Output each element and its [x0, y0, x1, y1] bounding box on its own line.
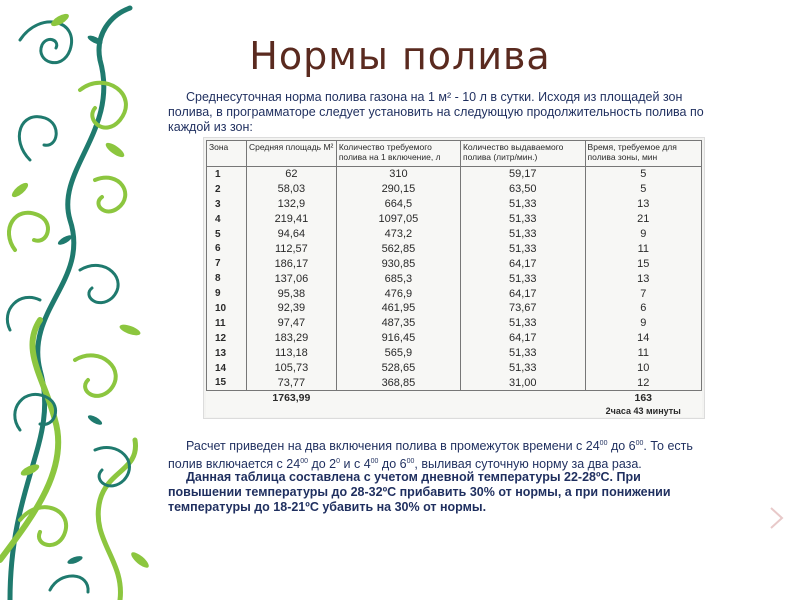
cell-zone: 1 — [207, 167, 247, 182]
intro-paragraph — [168, 90, 728, 135]
cell-zone: 11 — [207, 316, 247, 331]
cell-area: 92,39 — [246, 301, 336, 316]
table-row — [207, 301, 702, 316]
cell-time: 13 — [585, 197, 701, 212]
cell-zone: 3 — [207, 197, 247, 212]
table-row — [207, 375, 702, 390]
calculation-paragraph — [168, 436, 728, 472]
cell-area: 113,18 — [246, 346, 336, 361]
calc-sup: 0 — [336, 458, 341, 466]
calc-text: . То есть полив включается с 24 — [168, 439, 693, 472]
cell-area: 95,38 — [246, 286, 336, 301]
cell-volume: 368,85 — [336, 375, 460, 390]
cell-area: 62 — [246, 167, 336, 182]
header-area: Средняя площадь М² — [246, 141, 336, 167]
table-row — [207, 241, 702, 256]
cell-area: 58,03 — [246, 182, 336, 197]
cell-zone: 15 — [207, 375, 247, 390]
cell-flow: 51,33 — [460, 316, 585, 331]
cell-area: 183,29 — [246, 331, 336, 346]
header-time: Время, требуемое для полива зоны, мин — [585, 141, 701, 167]
cell-volume: 528,65 — [336, 361, 460, 376]
table-row — [207, 227, 702, 242]
cell-flow: 51,33 — [460, 241, 585, 256]
cell-volume: 473,2 — [336, 227, 460, 242]
calc-sup: 00 — [300, 458, 308, 466]
cell-volume: 916,45 — [336, 331, 460, 346]
cell-flow: 59,17 — [460, 167, 585, 182]
calc-sup: 00 — [635, 440, 644, 447]
cell-time: 13 — [585, 271, 701, 286]
cell-time: 6 — [585, 301, 701, 316]
totals-row — [207, 391, 702, 406]
cell-zone: 5 — [207, 227, 247, 242]
table-row — [207, 212, 702, 227]
calc-sup: 00 — [370, 458, 379, 466]
note-text: Данная таблица составлена с учетом дневной температуры 22-28ºС. При повышении температуры до 28-32ºС прибавить 30% от нормы, а при понижении температуры до 18-21ºС убавить на 30% от нормы. — [168, 470, 671, 514]
cell-zone: 14 — [207, 361, 247, 376]
cell-flow: 51,33 — [460, 271, 585, 286]
temperature-note — [168, 470, 708, 515]
cell-area: 105,73 — [246, 361, 336, 376]
cell-zone: 10 — [207, 301, 247, 316]
cell-flow: 64,17 — [460, 286, 585, 301]
cell-zone: 13 — [207, 346, 247, 361]
cell-time: 5 — [585, 167, 701, 182]
table-row — [207, 361, 702, 376]
cell-flow: 51,33 — [460, 361, 585, 376]
table-row — [207, 197, 702, 212]
calc-text: Расчет приведен на два включения полива в промежуток времени с 24 — [186, 439, 600, 454]
cell-flow: 51,33 — [460, 346, 585, 361]
table-row — [207, 286, 702, 301]
cell-volume: 476,9 — [336, 286, 460, 301]
table-header-row — [207, 141, 702, 167]
cell-flow: 31,00 — [460, 375, 585, 390]
cell-area: 219,41 — [246, 212, 336, 227]
cell-flow: 51,33 — [460, 212, 585, 227]
cell-area: 94,64 — [246, 227, 336, 242]
table-row — [207, 316, 702, 331]
cell-flow: 64,17 — [460, 331, 585, 346]
cell-zone: 7 — [207, 256, 247, 271]
cell-zone: 6 — [207, 241, 247, 256]
cell-time: 21 — [585, 212, 701, 227]
cell-time: 9 — [585, 316, 701, 331]
cell-area: 73,77 — [246, 375, 336, 390]
cell-zone: 8 — [207, 271, 247, 286]
play-arrow-icon[interactable] — [766, 504, 786, 532]
cell-zone: 4 — [207, 212, 247, 227]
total-area: 1763,99 — [272, 392, 311, 405]
table-row — [207, 256, 702, 271]
watering-table-scan — [204, 138, 704, 418]
total-minutes: 163 — [634, 392, 653, 405]
cell-flow: 51,33 — [460, 197, 585, 212]
cell-area: 186,17 — [246, 256, 336, 271]
watering-table — [206, 140, 702, 417]
cell-volume: 1097,05 — [336, 212, 460, 227]
total-time-row — [207, 405, 702, 417]
cell-zone: 2 — [207, 182, 247, 197]
cell-volume: 290,15 — [336, 182, 460, 197]
calc-sup: 00 — [406, 458, 415, 466]
table-row — [207, 182, 702, 197]
cell-time: 15 — [585, 256, 701, 271]
cell-area: 97,47 — [246, 316, 336, 331]
header-flow: Количество выдаваемого полива (литр/мин.) — [460, 141, 585, 167]
calc-text: и с 4 — [340, 457, 371, 472]
cell-volume: 310 — [336, 167, 460, 182]
cell-flow: 63,50 — [460, 182, 585, 197]
cell-area: 132,9 — [246, 197, 336, 212]
cell-time: 11 — [585, 241, 701, 256]
calc-sup: 00 — [599, 440, 608, 447]
table-row — [207, 346, 702, 361]
cell-volume: 565,9 — [336, 346, 460, 361]
cell-flow: 73,67 — [460, 301, 585, 316]
cell-volume: 461,95 — [336, 301, 460, 316]
total-time: 2часа 43 минуты — [605, 406, 681, 417]
table-row — [207, 271, 702, 286]
cell-zone: 12 — [207, 331, 247, 346]
header-zone: Зона — [207, 141, 247, 167]
cell-time: 12 — [585, 375, 701, 390]
cell-time: 11 — [585, 346, 701, 361]
cell-time: 7 — [585, 286, 701, 301]
cell-time: 9 — [585, 227, 701, 242]
calc-text: до 6 — [607, 439, 636, 454]
cell-flow: 51,33 — [460, 227, 585, 242]
cell-flow: 64,17 — [460, 256, 585, 271]
cell-time: 14 — [585, 331, 701, 346]
cell-volume: 562,85 — [336, 241, 460, 256]
floral-ornament — [0, 0, 160, 600]
cell-volume: 685,3 — [336, 271, 460, 286]
page-title: Нормы полива — [249, 34, 551, 78]
cell-area: 112,57 — [246, 241, 336, 256]
cell-time: 5 — [585, 182, 701, 197]
calc-text: до 2 — [307, 457, 337, 472]
cell-volume: 487,35 — [336, 316, 460, 331]
cell-zone: 9 — [207, 286, 247, 301]
header-volume: Количество требуемого полива на 1 включение, л — [336, 141, 460, 167]
calc-text: , выливая суточную норму за два раза. — [414, 457, 642, 472]
cell-area: 137,06 — [246, 271, 336, 286]
cell-volume: 664,5 — [336, 197, 460, 212]
cell-volume: 930,85 — [336, 256, 460, 271]
table-row — [207, 331, 702, 346]
calc-text: до 6 — [378, 457, 407, 472]
cell-time: 10 — [585, 361, 701, 376]
table-row — [207, 167, 702, 182]
intro-text: Среднесуточная норма полива газона на 1 м² - 10 л в сутки. Исходя из площадей зон полива, в программаторе следует установить на следующую продолжительность полива по каждой из зон: — [168, 90, 704, 134]
